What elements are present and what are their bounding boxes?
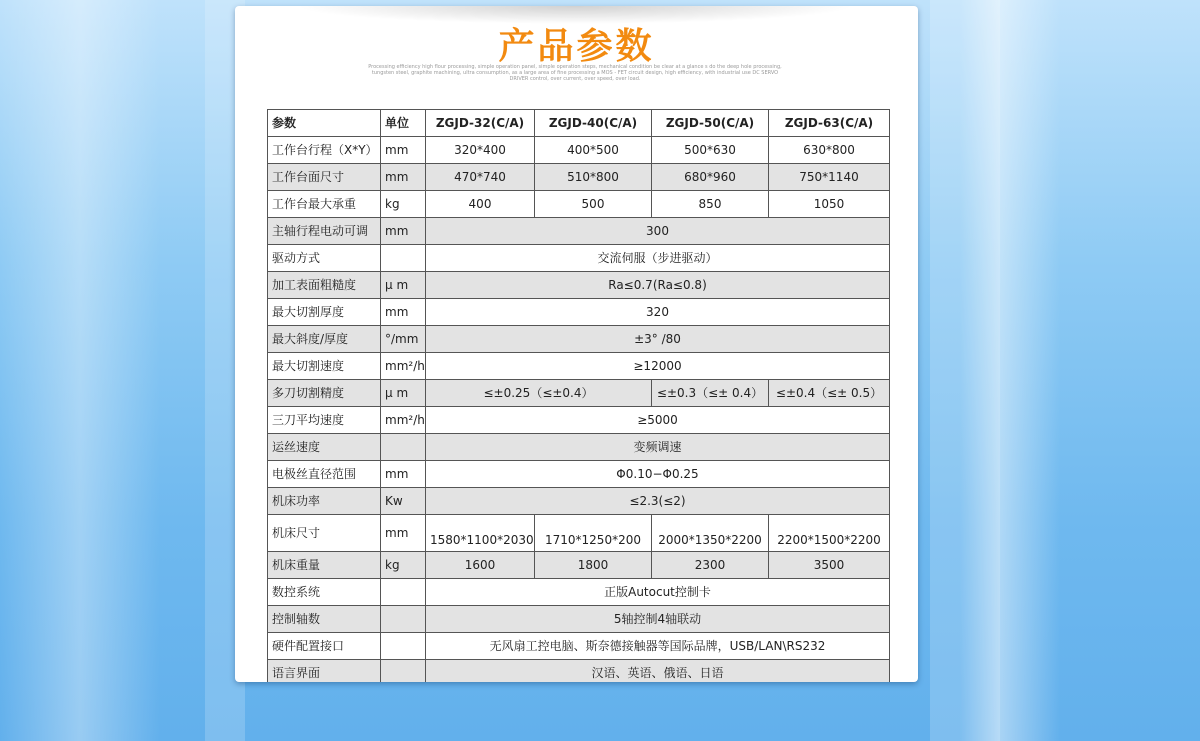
value-cell: 无风扇工控电脑、斯奈德接触器等国际品牌，USB/LAN\RS232	[426, 633, 890, 660]
value-cell: ≤±0.4（≤± 0.5）	[769, 380, 890, 407]
value-cell: 2000*1350*2200	[652, 515, 769, 552]
unit-cell	[381, 245, 426, 272]
table-row	[268, 137, 890, 164]
value-cell: 320*400	[426, 137, 535, 164]
unit-cell: mm	[381, 299, 426, 326]
unit-cell	[381, 606, 426, 633]
param-cell: 工作台最大承重	[268, 191, 381, 218]
param-cell: 机床功率	[268, 488, 381, 515]
table-row	[268, 164, 890, 191]
param-cell: 多刀切割精度	[268, 380, 381, 407]
table-header-row	[268, 110, 890, 137]
value-cell: 850	[652, 191, 769, 218]
value-cell: 1580*1100*2030	[426, 515, 535, 552]
background-streak	[930, 0, 1000, 741]
param-cell: 加工表面粗糙度	[268, 272, 381, 299]
value-cell: 400	[426, 191, 535, 218]
param-cell: 最大切割厚度	[268, 299, 381, 326]
table-row	[268, 326, 890, 353]
header-unit: 单位	[381, 110, 426, 137]
header-model: ZGJD-50(C/A)	[652, 110, 769, 137]
unit-cell	[381, 633, 426, 660]
table-row	[268, 245, 890, 272]
value-cell: ±3° /80	[426, 326, 890, 353]
param-cell: 电极丝直径范围	[268, 461, 381, 488]
param-cell: 硬件配置接口	[268, 633, 381, 660]
unit-cell: mm²/h	[381, 353, 426, 380]
value-cell: 3500	[769, 552, 890, 579]
unit-cell: mm	[381, 515, 426, 552]
unit-cell: kg	[381, 552, 426, 579]
table-row	[268, 552, 890, 579]
table-row	[268, 633, 890, 660]
unit-cell: μ m	[381, 272, 426, 299]
unit-cell: mm	[381, 164, 426, 191]
value-cell: 500*630	[652, 137, 769, 164]
param-cell: 控制轴数	[268, 606, 381, 633]
value-cell: 1800	[535, 552, 652, 579]
value-cell: 2200*1500*2200	[769, 515, 890, 552]
value-cell: Ra≤0.7(Ra≤0.8)	[426, 272, 890, 299]
value-cell: 500	[535, 191, 652, 218]
table-row	[268, 606, 890, 633]
param-cell: 运丝速度	[268, 434, 381, 461]
value-cell: 2300	[652, 552, 769, 579]
param-cell: 驱动方式	[268, 245, 381, 272]
table-row	[268, 434, 890, 461]
unit-cell: mm	[381, 461, 426, 488]
value-cell: 400*500	[535, 137, 652, 164]
value-cell: 1600	[426, 552, 535, 579]
unit-cell: μ m	[381, 380, 426, 407]
header-model: ZGJD-32(C/A)	[426, 110, 535, 137]
unit-cell: mm²/h	[381, 407, 426, 434]
param-cell: 三刀平均速度	[268, 407, 381, 434]
table-row	[268, 579, 890, 606]
table-row	[268, 461, 890, 488]
value-cell: 1710*1250*200	[535, 515, 652, 552]
table-row	[268, 191, 890, 218]
page-title: 产品参数	[498, 26, 655, 67]
unit-cell: mm	[381, 137, 426, 164]
value-cell: ≤2.3(≤2)	[426, 488, 890, 515]
param-cell: 工作台行程（X*Y）	[268, 137, 381, 164]
table-row	[268, 380, 890, 407]
param-cell: 最大切割速度	[268, 353, 381, 380]
value-cell: 5轴控制4轴联动	[426, 606, 890, 633]
table-row	[268, 488, 890, 515]
table-row	[268, 660, 890, 683]
header-param: 参数	[268, 110, 381, 137]
spec-table	[267, 109, 890, 682]
unit-cell: mm	[381, 218, 426, 245]
table-row	[268, 299, 890, 326]
header-model: ZGJD-40(C/A)	[535, 110, 652, 137]
value-cell: 680*960	[652, 164, 769, 191]
header-model: ZGJD-63(C/A)	[769, 110, 890, 137]
param-cell: 工作台面尺寸	[268, 164, 381, 191]
value-cell: ≥5000	[426, 407, 890, 434]
param-cell: 语言界面	[268, 660, 381, 683]
value-cell: 300	[426, 218, 890, 245]
value-cell: 750*1140	[769, 164, 890, 191]
value-cell: 1050	[769, 191, 890, 218]
unit-cell: °/mm	[381, 326, 426, 353]
param-cell: 主轴行程电动可调	[268, 218, 381, 245]
table-row	[268, 272, 890, 299]
param-cell: 最大斜度/厚度	[268, 326, 381, 353]
table-row	[268, 218, 890, 245]
value-cell: 320	[426, 299, 890, 326]
page-subtitle: Processing efficiency high flour processing, simple operation panel, simple operation steps, mechanical condition be clear at a glance s do the deep hole processing, tungsten steel, graphite machining, ultra consumption, as a large area of fine processing a MOS - FET circuit design, high efficiency, with industrial use DC SERVO DRIVER control, over current, over speed, over load.	[368, 64, 782, 82]
table-row	[268, 515, 890, 552]
value-cell: ≥12000	[426, 353, 890, 380]
value-cell: ≤±0.25（≤±0.4）	[426, 380, 652, 407]
unit-cell	[381, 579, 426, 606]
value-cell: ≤±0.3（≤± 0.4）	[652, 380, 769, 407]
value-cell: 630*800	[769, 137, 890, 164]
param-cell: 数控系统	[268, 579, 381, 606]
spec-panel	[235, 6, 918, 682]
unit-cell: Kw	[381, 488, 426, 515]
table-row	[268, 407, 890, 434]
value-cell: 变频调速	[426, 434, 890, 461]
value-cell: 510*800	[535, 164, 652, 191]
value-cell: Φ0.10−Φ0.25	[426, 461, 890, 488]
value-cell: 正版Autocut控制卡	[426, 579, 890, 606]
value-cell: 470*740	[426, 164, 535, 191]
param-cell: 机床尺寸	[268, 515, 381, 552]
value-cell: 汉语、英语、俄语、日语	[426, 660, 890, 683]
table-row	[268, 353, 890, 380]
unit-cell: kg	[381, 191, 426, 218]
unit-cell	[381, 660, 426, 683]
value-cell: 交流伺服（步进驱动）	[426, 245, 890, 272]
param-cell: 机床重量	[268, 552, 381, 579]
unit-cell	[381, 434, 426, 461]
